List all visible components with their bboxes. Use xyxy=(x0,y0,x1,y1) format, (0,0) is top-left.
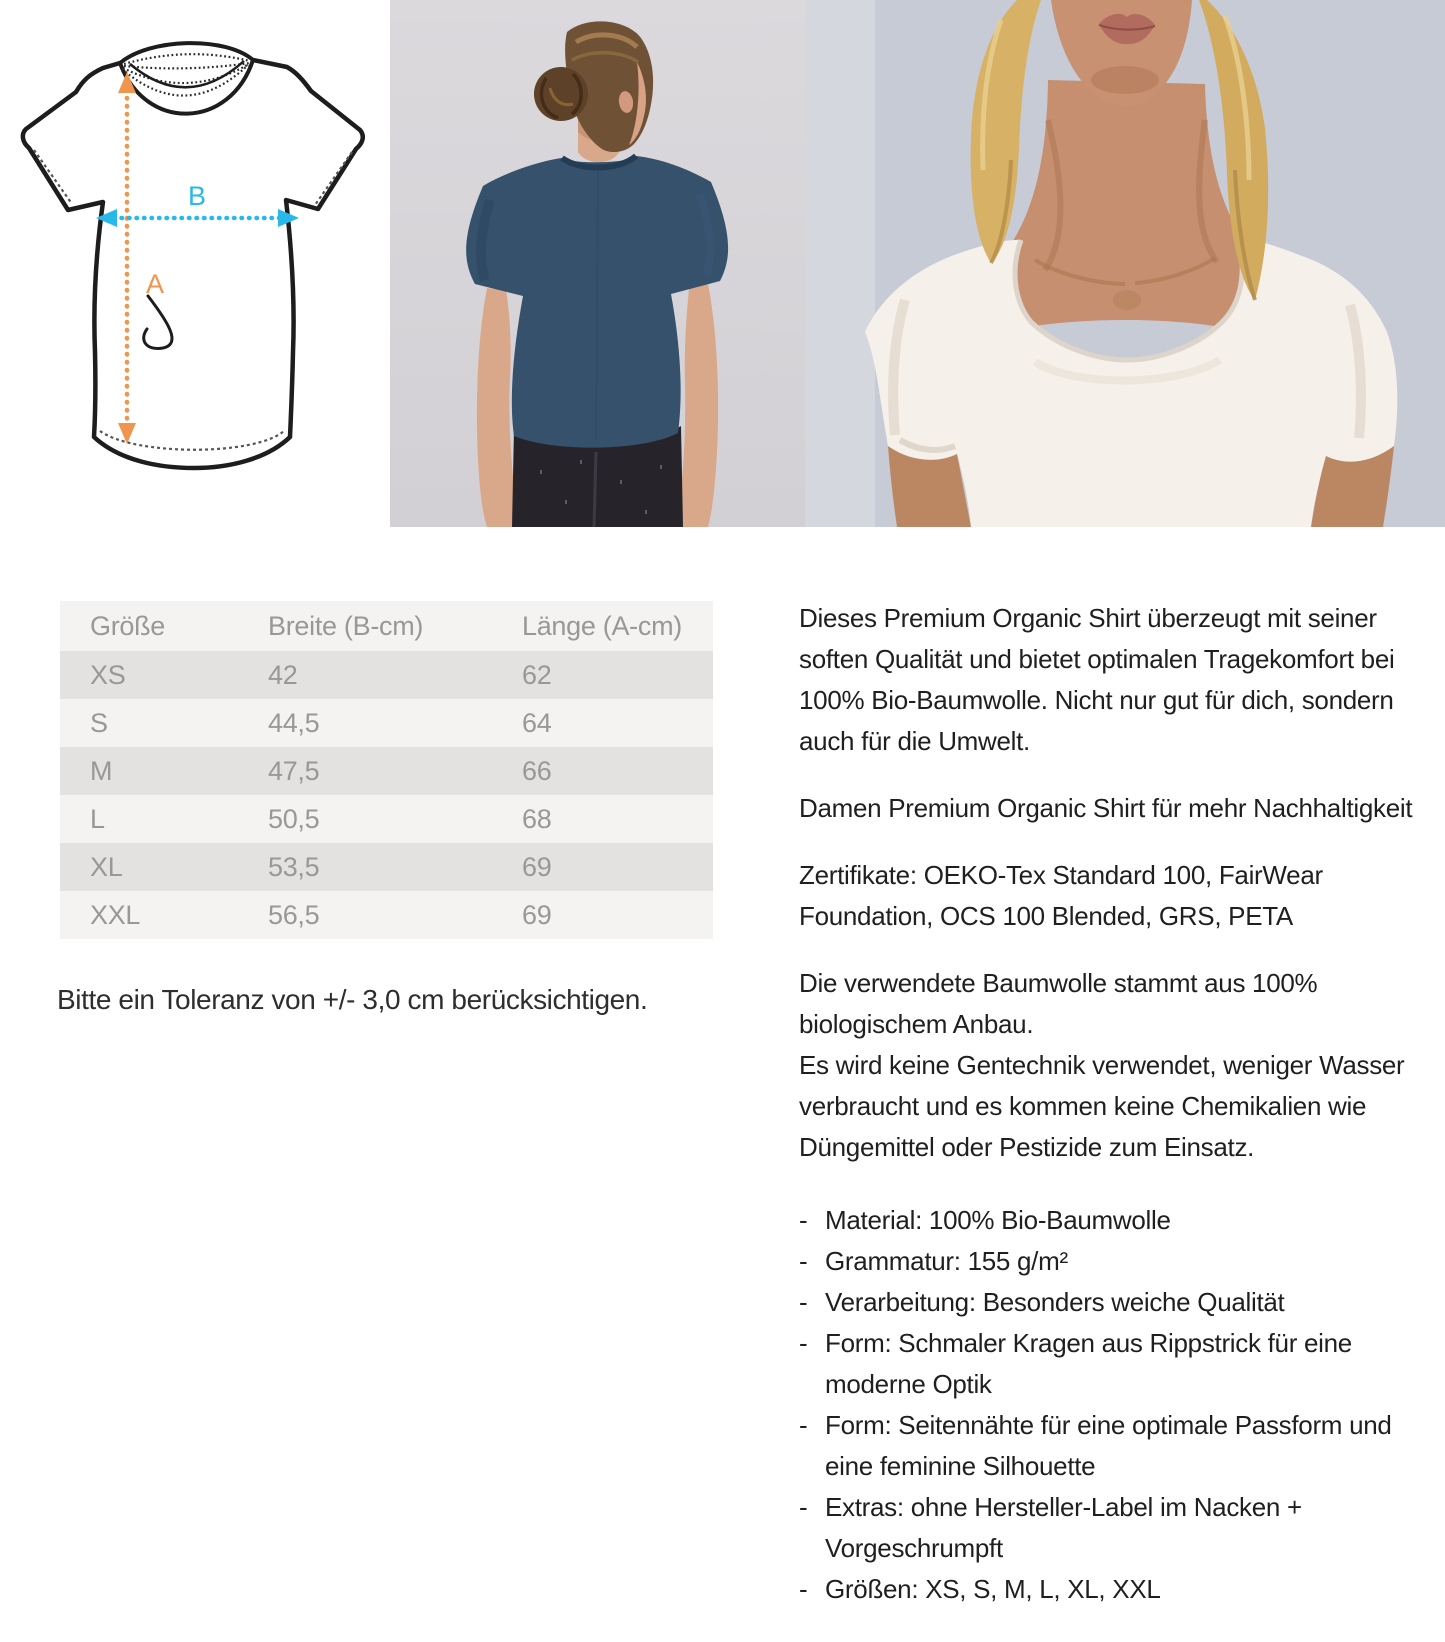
feature-text: Material: 100% Bio-Baumwolle xyxy=(825,1205,1171,1235)
tshirt-measurement-drawing xyxy=(0,0,390,527)
breite-cell: 53,5 xyxy=(268,851,320,882)
size-table xyxy=(60,601,713,939)
product-description xyxy=(799,598,1417,1610)
laenge-cell: 68 xyxy=(522,803,552,834)
breite-cell: 50,5 xyxy=(268,803,320,834)
cotton-line-1: Die verwendete Baumwolle stammt aus 100% biologischem Anbau. xyxy=(799,968,1318,1039)
cotton-line-2: Es wird keine Gentechnik verwendet, weniger Wasser verbraucht und es kommen keine Chemikalien wie Düngemittel oder Pestizide zum Einsatz. xyxy=(799,1050,1405,1162)
col-header-groesse: Größe xyxy=(90,610,166,641)
feature-text: Größen: XS, S, M, L, XL, XXL xyxy=(825,1574,1161,1604)
size-cell: S xyxy=(90,707,108,738)
table-row-xxl xyxy=(60,891,713,939)
laenge-cell: 69 xyxy=(522,899,552,930)
col-header-laenge: Länge (A-cm) xyxy=(522,610,682,641)
feature-text: Verarbeitung: Besonders weiche Qualität xyxy=(825,1287,1285,1317)
bullet-marker: - xyxy=(799,1287,808,1317)
breite-cell: 44,5 xyxy=(268,707,320,738)
size-cell: M xyxy=(90,755,113,786)
feature-item-material xyxy=(799,1200,1417,1241)
bullet-marker: - xyxy=(799,1246,808,1276)
feature-text: Form: Schmaler Kragen aus Rippstrick für eine moderne Optik xyxy=(825,1328,1352,1399)
size-table-header xyxy=(60,601,713,651)
breite-cell: 42 xyxy=(268,659,298,690)
bullet-marker: - xyxy=(799,1410,808,1440)
bullet-marker: - xyxy=(799,1574,808,1604)
photo-model-back-view xyxy=(390,0,805,527)
bullet-marker: - xyxy=(799,1492,808,1522)
feature-text: Extras: ohne Hersteller-Label im Nacken + Vorgeschrumpft xyxy=(825,1492,1302,1563)
size-cell: XS xyxy=(90,659,126,690)
laenge-cell: 66 xyxy=(522,755,552,786)
front-view-illustration xyxy=(805,0,1445,527)
laenge-cell: 64 xyxy=(522,707,552,738)
breite-cell: 47,5 xyxy=(268,755,320,786)
feature-item-form-kragen xyxy=(799,1323,1417,1405)
size-cell: XL xyxy=(90,851,123,882)
table-row-xl xyxy=(60,843,713,891)
feature-list xyxy=(799,1200,1417,1610)
feature-text: Grammatur: 155 g/m² xyxy=(825,1246,1068,1276)
feature-item-grammatur xyxy=(799,1241,1417,1282)
size-cell: L xyxy=(90,803,105,834)
table-row-s xyxy=(60,699,713,747)
back-view-illustration xyxy=(390,0,805,527)
table-row-l xyxy=(60,795,713,843)
feature-item-extras xyxy=(799,1487,1417,1569)
bullet-marker: - xyxy=(799,1328,808,1358)
feature-item-verarbeitung xyxy=(799,1282,1417,1323)
description-paragraph-certificates: Zertifikate: OEKO-Tex Standard 100, FairWear Foundation, OCS 100 Blended, GRS, PETA xyxy=(799,860,1323,931)
table-row-m xyxy=(60,747,713,795)
col-header-breite: Breite (B-cm) xyxy=(268,610,424,641)
table-row-xs xyxy=(60,651,713,699)
description-paragraph-cotton xyxy=(799,963,1417,1168)
tolerance-note: Bitte ein Toleranz von +/- 3,0 cm berücksichtigen. xyxy=(57,984,648,1015)
feature-item-form-seitennaehte xyxy=(799,1405,1417,1487)
photo-model-front-closeup xyxy=(805,0,1445,527)
description-paragraph-1: Dieses Premium Organic Shirt überzeugt mit seiner soften Qualität und bietet optimalen Tragekomfort bei 100% Bio-Baumwolle. Nicht nur gut für dich, sondern auch für die Umwelt. xyxy=(799,603,1395,756)
feature-text: Form: Seitennähte für eine optimale Passform und eine feminine Silhouette xyxy=(825,1410,1392,1481)
measure-label-b: B xyxy=(187,181,207,211)
laenge-cell: 69 xyxy=(522,851,552,882)
size-diagram xyxy=(0,0,390,527)
bullet-marker: - xyxy=(799,1205,808,1235)
feature-item-groessen xyxy=(799,1569,1417,1610)
laenge-cell: 62 xyxy=(522,659,552,690)
size-cell: XXL xyxy=(90,899,141,930)
description-paragraph-2: Damen Premium Organic Shirt für mehr Nachhaltigkeit xyxy=(799,793,1413,823)
measure-label-a: A xyxy=(146,269,165,299)
breite-cell: 56,5 xyxy=(268,899,320,930)
